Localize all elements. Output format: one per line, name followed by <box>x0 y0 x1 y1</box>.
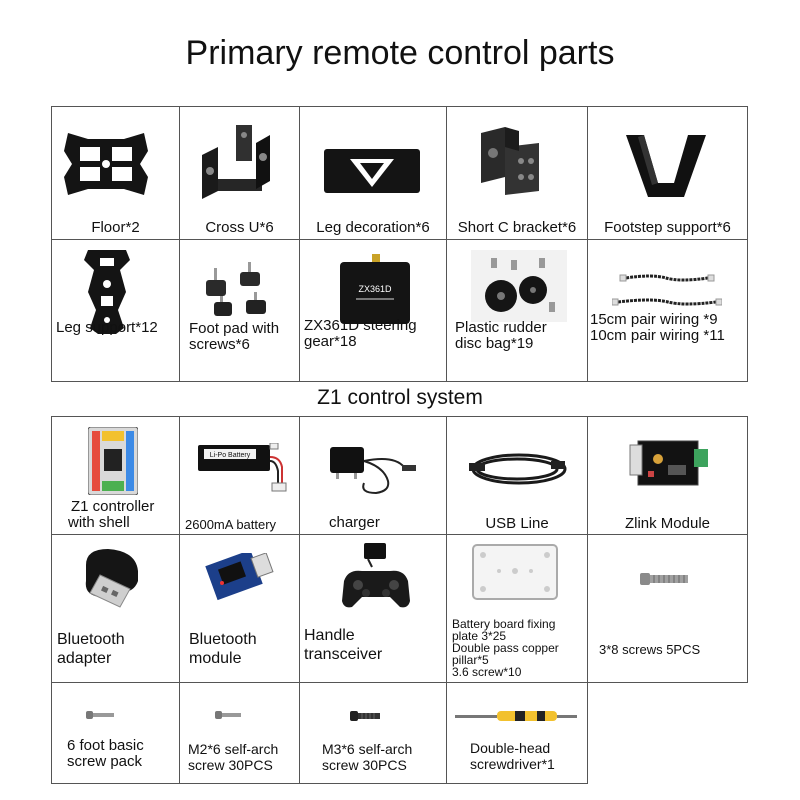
section-title-z1: Z1 control system <box>317 386 483 409</box>
part-rudder-disc <box>447 240 588 382</box>
bluetooth-adapter-icon <box>78 545 146 609</box>
fixing-plate-icon <box>469 541 561 603</box>
part-bluetooth-adapter <box>52 535 180 683</box>
battery-label-text: Li-Po Battery <box>209 452 251 459</box>
part-m2-screw <box>180 683 300 784</box>
part-label: USB Line <box>485 515 549 532</box>
part-label: Short C bracket*6 <box>457 219 577 236</box>
primary-parts-table <box>51 106 748 382</box>
part-floor <box>52 107 180 240</box>
part-handle-transceiver <box>300 535 447 683</box>
bluetooth-module-icon <box>200 553 280 603</box>
screwdriver-icon <box>455 709 579 723</box>
usb-cable-icon <box>467 447 569 491</box>
part-label: Zlink Module <box>624 515 711 532</box>
part-label: Handle transceiver <box>304 627 383 663</box>
part-label: Footstep support*6 <box>604 219 731 236</box>
part-fixing-plate <box>447 535 588 683</box>
cross-u-bracket-icon <box>192 121 284 205</box>
servo-icon <box>338 254 412 326</box>
part-label: ZX361D steering gear*18 <box>304 317 417 350</box>
part-z1-controller <box>52 417 180 535</box>
part-label: 6 foot basic screw pack <box>67 737 144 770</box>
wiring-icon <box>612 270 722 310</box>
part-cross-u <box>180 107 300 240</box>
part-label: 3*8 screws 5PCS <box>599 642 701 657</box>
charger-icon <box>324 437 424 497</box>
part-label: Leg support*12 <box>56 319 158 336</box>
battery-icon <box>198 443 290 501</box>
part-label: Foot pad with screws*6 <box>189 320 280 353</box>
screw-pack-icon <box>86 709 116 721</box>
servo-model-text: ZX361D <box>358 284 392 294</box>
part-label: Cross U*6 <box>205 219 274 236</box>
part-3x8-screws <box>588 535 748 683</box>
leg-decoration-icon <box>324 149 420 193</box>
part-label: Z1 controller with shell <box>68 498 155 531</box>
part-usb-line <box>447 417 588 535</box>
footstep-support-icon <box>622 131 710 201</box>
rudder-disc-icon <box>471 250 567 322</box>
part-label: Leg decoration*6 <box>316 219 430 236</box>
gamepad-icon <box>338 541 414 611</box>
part-zlink-module <box>588 417 748 535</box>
part-label: Bluetooth adapter <box>57 631 125 667</box>
part-m3-screw <box>300 683 447 784</box>
part-label: M3*6 self-arch screw 30PCS <box>322 741 413 773</box>
controller-board-icon <box>88 427 138 495</box>
part-label: Double-head screwdriver*1 <box>470 740 555 772</box>
part-label: Battery board fixing plate 3*25 Double pass copper pillar*5 3.6 screw*10 <box>452 617 559 679</box>
part-label: Plastic rudder disc bag*19 <box>455 319 547 352</box>
part-label: Bluetooth module <box>189 631 257 667</box>
part-leg-support <box>52 240 180 382</box>
part-bluetooth-module <box>180 535 300 683</box>
m3-screw-icon <box>350 709 382 723</box>
part-short-c-bracket <box>447 107 588 240</box>
part-foot-pad <box>180 240 300 382</box>
short-c-bracket-icon <box>475 125 551 197</box>
part-label: 2600mA battery <box>185 517 277 532</box>
zlink-module-icon <box>628 439 710 489</box>
control-parts-table <box>51 416 748 784</box>
part-label: Floor*2 <box>91 219 140 236</box>
m2-screw-icon <box>215 709 243 721</box>
part-charger <box>300 417 447 535</box>
part-footstep-support <box>588 107 748 240</box>
part-foot-screw-pack <box>52 683 180 784</box>
part-label: charger <box>329 514 380 531</box>
floor-plate-icon <box>60 129 152 199</box>
part-leg-decoration <box>300 107 447 240</box>
foot-pad-icon <box>196 262 280 318</box>
screw-icon <box>640 571 692 587</box>
part-wiring <box>588 240 748 382</box>
part-battery <box>180 417 300 535</box>
part-label: M2*6 self-arch screw 30PCS <box>188 741 279 773</box>
part-servo <box>300 240 447 382</box>
part-screwdriver <box>447 683 588 784</box>
page-title: Primary remote control parts <box>185 34 615 72</box>
part-label: 15cm pair wiring *9 10cm pair wiring *11 <box>590 311 725 344</box>
